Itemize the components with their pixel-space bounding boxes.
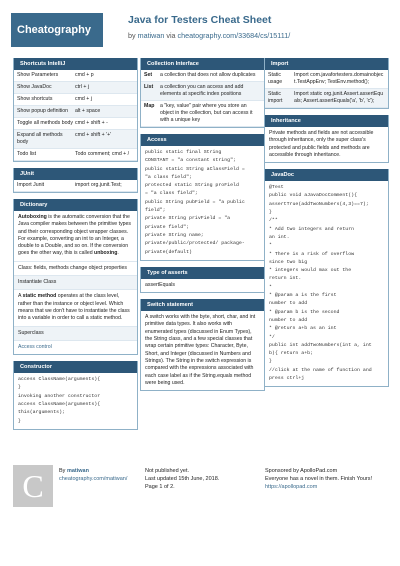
shortcuts-box xyxy=(13,58,138,162)
code-line: number to add xyxy=(269,317,308,323)
code-line: * xyxy=(269,243,272,249)
code-line: @Test xyxy=(269,185,284,191)
row-key: List xyxy=(144,84,154,90)
instantiate-text: Instantiate Class xyxy=(14,275,137,289)
row-value: cmd + shift + - xyxy=(75,120,108,126)
constructor-box xyxy=(13,361,138,430)
section-title: Switch statement xyxy=(141,299,264,311)
code-line: number to add xyxy=(269,301,308,307)
code-line: press ctrl+j xyxy=(269,376,305,382)
code-line: private String privField = "a xyxy=(145,216,231,222)
code-line: * integers would max out the xyxy=(269,268,352,274)
code-line: protected static String proField xyxy=(145,183,239,189)
row-value: cmd + shift + '+' xyxy=(75,132,112,138)
table-row xyxy=(14,94,137,106)
superclass-text: Superclass xyxy=(14,326,137,340)
code-line: } xyxy=(18,385,21,391)
row-key: Show Parameters xyxy=(17,72,59,78)
footer xyxy=(13,465,389,525)
code-line: return int. xyxy=(269,276,302,282)
access-code xyxy=(141,146,264,260)
switch-text: A switch works with the byte, short, char, and int primitive data types. It also works with enumerated types (discussed in Enum Types), the String class, and a few special classes that wrap certain primitive types: Character, Byte, Short, and Integer (discussed in Numbers and Strings). The String in the switch expression is compared with the expressions associated with each case label as if the String.equals method were being used. xyxy=(145,314,256,386)
row-key: Static usage xyxy=(268,72,283,85)
code-line: public static String aClassField = xyxy=(145,166,245,172)
constructor-code xyxy=(14,373,137,429)
code-line: b){ return a+b; xyxy=(269,351,314,357)
code-line: = "a class field"; xyxy=(145,191,198,197)
row-key: Import Junit xyxy=(17,182,45,188)
junit-box xyxy=(13,168,138,193)
row-key: Static import xyxy=(268,91,283,104)
table-row xyxy=(14,180,137,192)
section-title: Access xyxy=(141,134,264,146)
section-title: Import xyxy=(265,58,388,70)
code-line: private field"; xyxy=(145,224,190,230)
code-line: an int. xyxy=(269,234,290,240)
cheatography-logo[interactable]: Cheatography xyxy=(11,13,103,47)
shortcuts-table xyxy=(14,70,137,161)
section-title: Shortcuts IntelliJ xyxy=(14,58,137,70)
footer-author: By matiwan cheatography.com/matiwan/ xyxy=(59,468,128,482)
code-line: * @param b is the second xyxy=(269,309,340,315)
code-line: private(default) xyxy=(145,249,192,255)
row-key: Show shortcuts xyxy=(17,96,53,102)
code-line: this(arguments); xyxy=(18,410,65,416)
row-value: alt + space xyxy=(75,108,101,114)
code-line: access ClassName(arguments){ xyxy=(18,402,101,408)
column-2 xyxy=(140,58,265,397)
table-row xyxy=(265,89,388,108)
code-line: CONSTANT = "a constant string"; xyxy=(145,158,236,164)
header xyxy=(11,13,389,47)
table-row xyxy=(14,130,137,149)
table-row xyxy=(14,149,137,161)
javadoc-box xyxy=(264,169,389,387)
inheritance-box xyxy=(264,115,389,163)
code-line: field"; xyxy=(145,208,166,214)
access-box xyxy=(140,134,265,261)
row-value: import org.junit.Test; xyxy=(75,182,122,188)
asserts-text: assertEquals xyxy=(145,281,175,288)
switch-box xyxy=(140,299,265,391)
column-1 xyxy=(13,58,138,436)
row-value: cmd + p xyxy=(75,72,94,78)
row-value: ctrl + j xyxy=(75,84,89,90)
table-row xyxy=(14,118,137,130)
table-row xyxy=(14,70,137,82)
row-value: Import static org.junit.Assert.assertEquals; Assert.assertEquals('a', 'b', 'c'); xyxy=(294,91,384,104)
row-value: a collection you can access and add elements at specific index positions xyxy=(160,84,244,97)
code-line: * There is a risk of overflow xyxy=(269,251,355,257)
dictionary-box xyxy=(13,199,138,355)
section-title: Constructor xyxy=(14,361,137,373)
class-fields-text: Class: fields, methods change object properties xyxy=(14,261,137,275)
table-row xyxy=(14,106,137,118)
section-title: Inheritance xyxy=(265,115,388,127)
code-line: private String name; xyxy=(145,232,204,238)
inheritance-text: Private methods and fields are not accessible through inheritance, only the super class's protected and public fields and methods are accessible through inheritance. xyxy=(269,130,374,158)
code-line: */ xyxy=(269,334,275,340)
code-line: access ClassName(arguments){ xyxy=(18,377,101,383)
section-title: JUnit xyxy=(14,168,137,180)
page-title: Java for Testers Cheat Sheet xyxy=(128,14,272,26)
asserts-box xyxy=(140,267,265,293)
sponsor-link[interactable]: https://apollopad.com xyxy=(265,484,318,490)
section-title: Dictionary xyxy=(14,199,137,211)
code-line: * @return a+b as an int xyxy=(269,326,337,332)
row-value: a collection that does not allow duplicates xyxy=(160,72,256,78)
collection-box xyxy=(140,58,265,128)
code-line: } xyxy=(269,359,272,365)
row-key: Todo list xyxy=(17,151,37,157)
static-method-text: A static method operates at the class level, rather than the instance or object level. Which means that we don't have to instantiate the class into a variable in order to call a static method. xyxy=(14,289,137,325)
section-title: Collection Interface xyxy=(141,58,264,70)
author-avatar[interactable]: C xyxy=(13,465,53,507)
row-key: Expand all methods body xyxy=(17,132,63,145)
footer-sponsor: Sponsored by ApolloPad.com Everyone has a novel in them. Finish Yours! https://apollopad.com xyxy=(265,468,373,490)
footer-author-url[interactable]: cheatography.com/matiwan/ xyxy=(59,476,128,482)
row-value: cmd + j xyxy=(75,96,92,102)
author-link[interactable]: matiwan xyxy=(137,31,165,40)
code-line: } xyxy=(18,418,21,424)
row-value: Todo comment; cmd + / xyxy=(75,151,130,157)
code-line: since two big xyxy=(269,259,308,265)
code-line: invoking another constructor xyxy=(18,393,101,399)
import-box xyxy=(264,58,389,109)
byline: by matiwan via cheatography.com/33684/cs/15111/ xyxy=(128,31,291,40)
table-row xyxy=(265,70,388,89)
section-title: Type of asserts xyxy=(141,267,264,279)
table-row xyxy=(14,82,137,94)
code-line: //click at the name of function and xyxy=(269,367,372,373)
code-line: public void aJavaDocComment(){ xyxy=(269,193,358,199)
sheet-url-link[interactable]: cheatography.com/33684/cs/15111/ xyxy=(177,31,291,40)
footer-publish-info: Not published yet. Last updated 15th June, 2018. Page 1 of 2. xyxy=(145,468,220,490)
code-line: public static final String xyxy=(145,150,222,155)
code-line: } xyxy=(269,210,272,216)
code-line: assertTrue(addTwoNumbers(4,3)==7); xyxy=(269,201,369,207)
code-line: private/public/protected/ package- xyxy=(145,241,245,247)
table-row xyxy=(141,82,264,101)
column-3 xyxy=(264,58,389,393)
code-line: public int addTwoNumbers(int a, int xyxy=(269,342,372,348)
code-line: public String pubField = "a public xyxy=(145,199,245,205)
code-line: * xyxy=(269,284,272,290)
junit-table xyxy=(14,180,137,192)
row-key: Map xyxy=(144,103,155,109)
footer-author-link[interactable]: matiwan xyxy=(66,468,89,474)
row-key: Show JavaDoc xyxy=(17,84,52,90)
row-key: Set xyxy=(144,72,153,78)
javadoc-code xyxy=(265,181,388,386)
access-control-text: Access control xyxy=(14,340,137,354)
code-line: * Add two integers and return xyxy=(269,226,355,232)
collection-table xyxy=(141,70,264,127)
import-table xyxy=(265,70,388,108)
section-title: JavaDoc xyxy=(265,169,388,181)
autoboxing-text: Autoboxing is the automatic conversion that the Java compiler makes between the primitive types and their corresponding object wrapper classes. For example, converting an int to an Integer, a double to a Double, and so on. If the conversion goes the other way, this is called unboxing. xyxy=(18,214,132,257)
row-key: Toggle all methods body xyxy=(17,120,73,126)
code-line: /** xyxy=(269,218,278,224)
code-line: * @param a is the first xyxy=(269,293,337,299)
table-row xyxy=(141,70,264,82)
row-value: a "key, value" pair where you store an object in the collection, but can access it with a unique key xyxy=(160,103,253,123)
row-key: Show popup definition xyxy=(17,108,69,114)
row-value: Import com.javafortesters.domainobject.TestAppEnv; TestEnv.method(); xyxy=(294,72,384,85)
code-line: "a class field"; xyxy=(145,174,192,180)
table-row xyxy=(141,101,264,127)
